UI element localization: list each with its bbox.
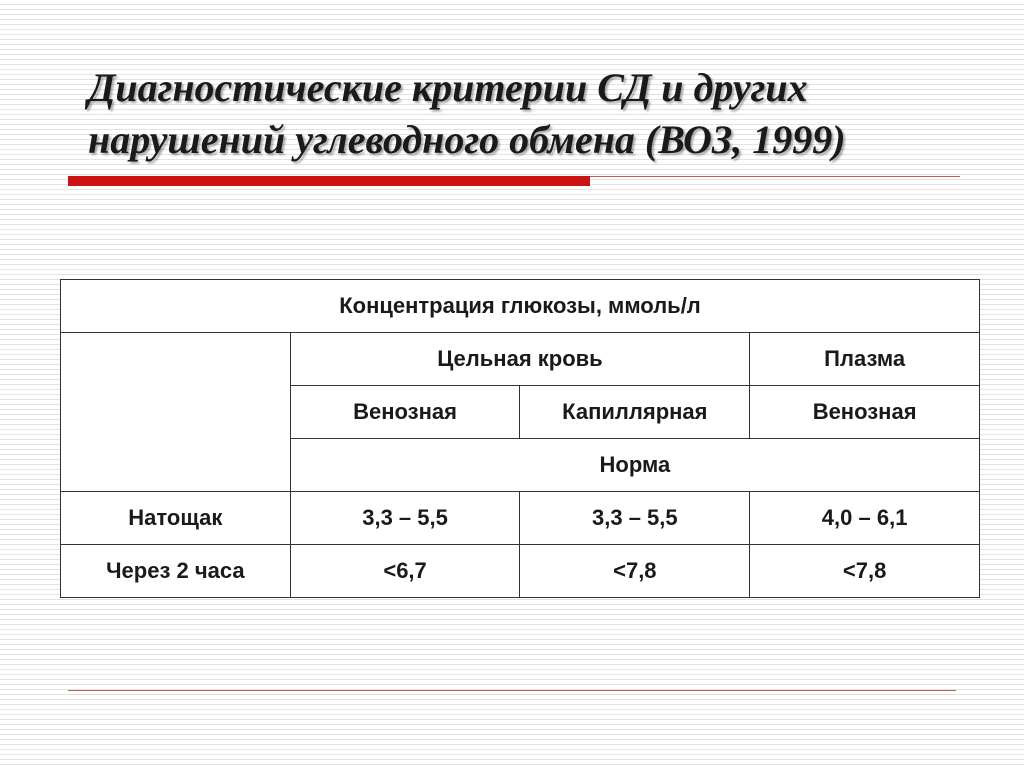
value-cell: 4,0 – 6,1 [750,492,980,545]
value-cell: <6,7 [290,545,520,598]
footer-rule-line [68,690,956,691]
sub-capillary-cell: Капиллярная [520,386,750,439]
row-label-2-hours: Через 2 часа [61,545,291,598]
table-row [61,545,980,598]
table-row [61,492,980,545]
norm-cell: Норма [290,439,979,492]
value-cell: <7,8 [750,545,980,598]
sub-venous-cell: Венозная [290,386,520,439]
slide-title-line-1: Диагностические критерии СД и других [88,65,808,110]
group-header-row [61,333,980,386]
sub-plasma-venous-cell: Венозная [750,386,980,439]
slide-title [88,62,968,166]
table-header-cell: Концентрация глюкозы, ммоль/л [61,280,980,333]
value-cell: 3,3 – 5,5 [520,492,750,545]
row-label-fasting: Натощак [61,492,291,545]
value-cell: <7,8 [520,545,750,598]
group-whole-blood-cell: Цельная кровь [290,333,750,386]
slide-title-line-2: нарушений углеводного обмена (ВОЗ, 1999) [88,117,846,162]
table-header-row [61,280,980,333]
group-plasma-cell: Плазма [750,333,980,386]
title-accent-bar [68,176,590,186]
title-rule-line [590,176,960,177]
glucose-criteria-table [60,279,980,598]
value-cell: 3,3 – 5,5 [290,492,520,545]
empty-corner-cell [61,333,291,492]
